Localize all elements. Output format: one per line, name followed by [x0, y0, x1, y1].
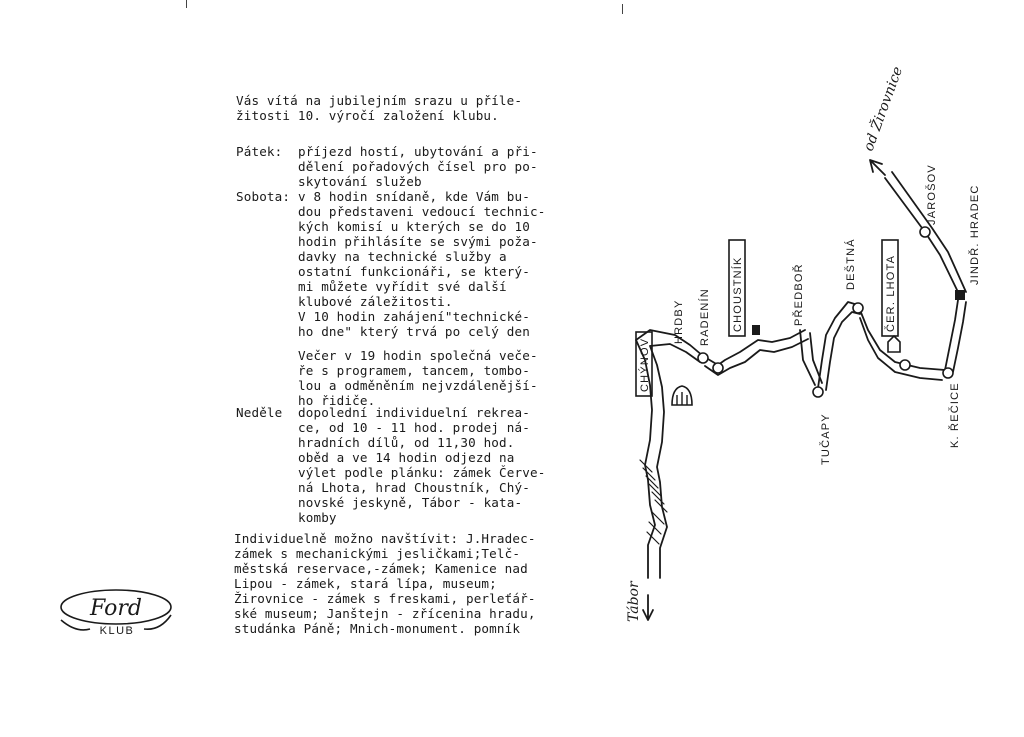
junction-tucapy	[813, 387, 823, 397]
sunday-line: novské jeskyně, Tábor - kata-	[298, 495, 523, 510]
saturday-line: mi můžete vyřídit své další	[298, 279, 507, 294]
sunday-line: hradních dílů, od 11,30 hod.	[298, 435, 515, 450]
label-radenin: RADENÍN	[699, 288, 711, 346]
saturday-line: V 10 hodin zahájení"technické-	[298, 309, 530, 324]
junction-destna	[853, 303, 863, 313]
label-choustnik: CHOUSTNÍK	[732, 256, 744, 332]
logo-brand: Ford	[90, 596, 142, 621]
house-cer-lhota-icon	[888, 336, 900, 352]
junction-hrdby	[698, 353, 708, 363]
saturday-line: lou a odměněním nejvzdálenější-	[298, 378, 538, 393]
label-chynov: CHÝNOV	[639, 337, 651, 392]
sunday-line: ná Lhota, hrad Choustník, Chý-	[298, 480, 530, 495]
saturday-line: ře s programem, tancem, tombo-	[298, 363, 530, 378]
footer-line: Individuelně možno navštívit: J.Hradec-	[234, 531, 536, 546]
saturday-line: Večer v 19 hodin společná veče-	[298, 348, 538, 363]
day-label-saturday: Sobota:	[236, 189, 291, 204]
friday-line: skytování služeb	[298, 174, 422, 189]
saturday-line: ho dne" který trvá po celý den	[298, 324, 530, 339]
day-label-friday: Pátek:	[236, 144, 283, 159]
footer-line: Lipou - zámek, stará lípa, museum;	[234, 576, 497, 591]
saturday-line: dou představeni vedoucí technic-	[298, 204, 546, 219]
saturday-line: davky na technické služby a	[298, 249, 507, 264]
road-rece	[858, 305, 945, 370]
road-jhradec-edge	[953, 302, 966, 372]
arrow-tabor	[643, 595, 653, 620]
saturday-line: v 8 hodin snídaně, kde Vám bu-	[298, 189, 530, 204]
ford-logo-graphic	[56, 585, 176, 643]
intro-line-2: žitosti 10. výročí založení klubu.	[236, 108, 499, 123]
label-cer-lhota: ČER. LHOTA	[885, 254, 897, 332]
footer-line: ské museum; Janštejn - zřícenina hradu,	[234, 606, 536, 621]
footer-line: městská reservace,-zámek; Kamenice nad	[234, 561, 528, 576]
saturday-line: kých komisí u kterých se do 10	[298, 219, 530, 234]
footer-line: Žirovnice - zámek s freskami, perleťář-	[234, 591, 536, 606]
intro-line-1: Vás vítá na jubilejním srazu u příle-	[236, 93, 523, 108]
sunday-line: ce, od 10 - 11 hod. prodej ná-	[298, 420, 530, 435]
label-jarosov: JAROŠOV	[926, 164, 938, 225]
castle-jhradec-icon	[955, 290, 965, 300]
ford-club-logo	[56, 585, 176, 643]
footer-line: studánka Páně; Mnich-monument. pomník	[234, 621, 521, 636]
junction-cer-lhota	[900, 360, 910, 370]
footer-line: zámek s mechanickými jesličkami;Telč-	[234, 546, 521, 561]
junction-k-recice	[943, 368, 953, 378]
scan-mark-left	[186, 0, 187, 8]
label-od-zirovnice: od Žirovnice	[860, 64, 907, 154]
label-hrdby: HRDBY	[673, 299, 685, 344]
sunday-line: komby	[298, 510, 337, 525]
saturday-line: ostatní funkcionáři, se který-	[298, 264, 530, 279]
label-tucapy: TUČAPY	[820, 413, 832, 465]
label-predbor: PŘEDBOŘ	[793, 263, 805, 326]
sunday-line: dopolední individuelní rekrea-	[298, 405, 530, 420]
sunday-line: výlet podle plánku: zámek Červe-	[298, 465, 546, 480]
saturday-line: klubové záležitosti.	[298, 294, 453, 309]
saturday-line: hodin přihlásíte se svými poža-	[298, 234, 538, 249]
label-jindr-hradec: JINDŘ. HRADEC	[969, 184, 981, 285]
label-k-recice: K. ŘEČICE	[949, 382, 961, 448]
friday-line: příjezd hostí, ubytování a při-	[298, 144, 538, 159]
day-label-sunday: Neděle	[236, 405, 283, 420]
label-destna: DEŠTNÁ	[845, 238, 857, 290]
saturday-line: ho řidiče.	[298, 393, 376, 408]
castle-choustnik-icon	[752, 325, 760, 335]
friday-line: dělení pořadových čísel pro po-	[298, 159, 538, 174]
logo-sub: KLUB	[99, 625, 135, 637]
road-destna	[818, 302, 858, 388]
junction-radenin	[713, 363, 723, 373]
road-rece-edge	[860, 318, 942, 380]
junction-jarosov	[920, 227, 930, 237]
label-tabor: Tábor	[626, 581, 642, 622]
arrow-zirovnice	[870, 160, 885, 175]
sunday-line: oběd a ve 14 hodin odjezd na	[298, 450, 515, 465]
scan-mark-right	[622, 4, 623, 14]
route-map	[590, 55, 1010, 655]
